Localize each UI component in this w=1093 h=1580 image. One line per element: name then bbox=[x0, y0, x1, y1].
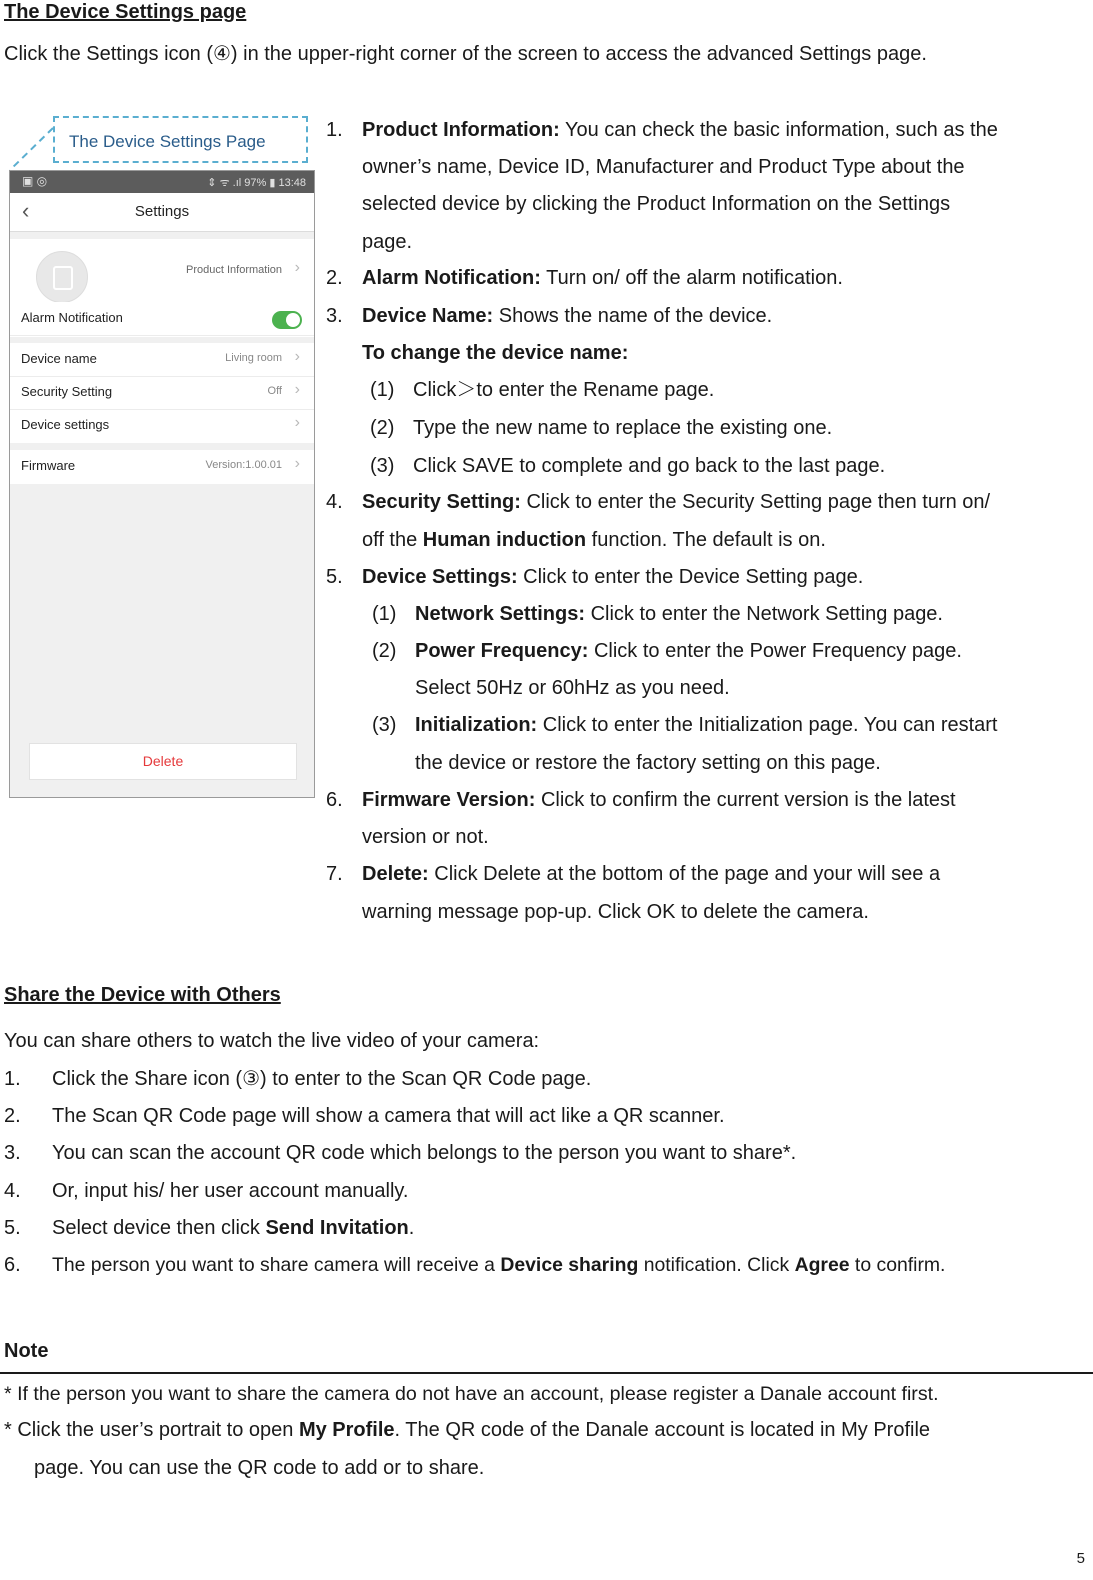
list-item-line: page. bbox=[362, 231, 413, 253]
item-text: Click to enter the Device Setting page. bbox=[517, 566, 864, 588]
list-number: 4. bbox=[4, 1180, 21, 1202]
section-heading-device-settings: The Device Settings page bbox=[4, 1, 247, 23]
step-number: (3) bbox=[372, 714, 397, 736]
item-title: Firmware Version: bbox=[362, 789, 536, 811]
list-number: 2. bbox=[4, 1105, 21, 1127]
row-device-settings[interactable] bbox=[10, 409, 314, 442]
item-title: Device Settings: bbox=[362, 566, 518, 588]
list-item-line bbox=[362, 528, 826, 552]
item-text: Click to confirm the current version is the latest bbox=[535, 789, 956, 811]
text-span: Select device then click bbox=[52, 1217, 266, 1239]
list-item-device-settings bbox=[362, 565, 863, 589]
rename-step: Click＞to enter the Rename page. bbox=[413, 379, 715, 401]
row-value: Living room bbox=[225, 352, 282, 364]
list-number: 5. bbox=[4, 1217, 21, 1239]
list-number: 6. bbox=[326, 789, 343, 811]
delete-button[interactable]: Delete bbox=[29, 743, 297, 780]
list-number: 3. bbox=[4, 1142, 21, 1164]
item-title: Power Frequency: bbox=[415, 640, 589, 662]
note-line: page. You can use the QR code to add or to share. bbox=[34, 1457, 485, 1479]
sub-item-network bbox=[415, 602, 943, 626]
sub-item-power bbox=[415, 639, 962, 663]
step-number: (3) bbox=[370, 455, 395, 477]
section-heading-share: Share the Device with Others bbox=[4, 984, 281, 1006]
list-item-delete bbox=[362, 862, 940, 886]
row-label: Security Setting bbox=[21, 384, 113, 399]
callout-connector bbox=[8, 126, 56, 172]
text-span: notification. Click bbox=[638, 1254, 795, 1276]
row-alarm-notification[interactable] bbox=[10, 302, 314, 336]
item-title: Delete: bbox=[362, 863, 429, 885]
list-item-security bbox=[362, 490, 990, 514]
step-number: (2) bbox=[370, 417, 395, 439]
share-step bbox=[52, 1216, 414, 1240]
list-item-line: the device or restore the factory setting on this page. bbox=[415, 752, 881, 774]
list-number: 6. bbox=[4, 1254, 21, 1276]
list-number: 2. bbox=[326, 267, 343, 289]
step-number: (2) bbox=[372, 640, 397, 662]
sub-item-initialization bbox=[415, 713, 998, 737]
back-chevron-icon[interactable]: ‹ bbox=[22, 198, 30, 223]
text-span: . bbox=[408, 1217, 415, 1239]
list-item-device-name bbox=[362, 304, 772, 328]
text-span: . The QR code of the Danale account is located in My Profile bbox=[394, 1419, 931, 1441]
text-span-bold: Device sharing bbox=[500, 1254, 639, 1276]
step-number: (1) bbox=[370, 379, 395, 401]
chevron-right-icon: › bbox=[294, 381, 300, 398]
text-span: to confirm. bbox=[849, 1254, 946, 1276]
settings-title: Settings bbox=[134, 203, 190, 220]
note-divider bbox=[0, 1372, 1093, 1374]
list-item-line: Select 50Hz or 60hHz as you need. bbox=[415, 677, 730, 699]
share-step: Click the Share icon (③) to enter to the Scan QR Code page. bbox=[52, 1068, 592, 1090]
item-title: Device Name: bbox=[362, 305, 494, 327]
text-span: * Click the user’s portrait to open bbox=[4, 1419, 299, 1441]
list-item-line: version or not. bbox=[362, 826, 489, 848]
share-step: The Scan QR Code page will show a camera that will act like a QR scanner. bbox=[52, 1105, 725, 1127]
chevron-right-icon: › bbox=[294, 455, 300, 472]
text-span: The person you want to share camera will receive a bbox=[52, 1254, 501, 1276]
product-info-row[interactable] bbox=[10, 239, 314, 311]
item-title: Security Setting: bbox=[362, 491, 521, 513]
settings-navbar bbox=[10, 193, 314, 232]
row-label: Alarm Notification bbox=[21, 310, 123, 325]
chevron-right-icon: › bbox=[294, 414, 300, 431]
text-span-bold: Agree bbox=[794, 1254, 850, 1276]
list-number: 4. bbox=[326, 491, 343, 513]
list-item-firmware bbox=[362, 788, 956, 812]
status-bar bbox=[10, 171, 314, 193]
note-line bbox=[4, 1418, 930, 1442]
rename-heading: To change the device name: bbox=[362, 342, 629, 364]
list-number: 5. bbox=[326, 566, 343, 588]
share-step bbox=[52, 1253, 945, 1277]
list-item-line: owner’s name, Device ID, Manufacturer and Product Type about the bbox=[362, 156, 965, 178]
list-number: 3. bbox=[326, 305, 343, 327]
list-item-line: selected device by clicking the Product Information on the Settings bbox=[362, 193, 951, 215]
intro-paragraph: Click the Settings icon (④) in the upper-right corner of the screen to access the advanced Settings page. bbox=[4, 43, 927, 65]
item-text: You can check the basic information, such as the bbox=[559, 119, 998, 141]
row-value: Off bbox=[267, 385, 282, 397]
list-number: 7. bbox=[326, 863, 343, 885]
item-title: Product Information: bbox=[362, 119, 560, 141]
item-text: Click to enter the Power Frequency page. bbox=[588, 640, 962, 662]
share-step: Or, input his/ her user account manually. bbox=[52, 1180, 409, 1202]
page-number: 5 bbox=[1076, 1550, 1085, 1567]
note-line: * If the person you want to share the camera do not have an account, please register a Danale account first. bbox=[4, 1383, 939, 1405]
note-heading: Note bbox=[4, 1340, 49, 1362]
text-span: function. The default is on. bbox=[586, 529, 826, 551]
row-firmware[interactable] bbox=[10, 450, 314, 483]
rename-step: Click SAVE to complete and go back to the last page. bbox=[413, 455, 886, 477]
item-title: Alarm Notification: bbox=[362, 267, 541, 289]
list-item-alarm bbox=[362, 266, 843, 290]
status-icons-right: ⇕ ᯤ .ıl 97% ▮ 13:48 bbox=[207, 177, 306, 189]
alarm-toggle[interactable] bbox=[272, 311, 302, 329]
item-text: Click to enter the Network Setting page. bbox=[585, 603, 943, 625]
share-intro: You can share others to watch the live video of your camera: bbox=[4, 1030, 540, 1052]
device-avatar[interactable] bbox=[36, 251, 88, 303]
row-value: Version:1.00.01 bbox=[205, 459, 282, 471]
step-number: (1) bbox=[372, 603, 397, 625]
row-label: Firmware bbox=[21, 458, 76, 473]
toggle-knob bbox=[286, 313, 300, 327]
text-span-bold: My Profile bbox=[298, 1419, 395, 1441]
item-text: Click to enter the Initialization page. You can restart bbox=[537, 714, 998, 736]
item-title: Network Settings: bbox=[415, 603, 586, 625]
chevron-right-icon: › bbox=[294, 259, 300, 276]
phone-screenshot bbox=[9, 170, 315, 798]
text-span-bold: Human induction bbox=[422, 529, 587, 551]
callout-label: The Device Settings Page bbox=[69, 132, 266, 151]
row-label: Device settings bbox=[21, 417, 110, 432]
callout-box bbox=[53, 116, 308, 163]
list-number: 1. bbox=[4, 1068, 21, 1090]
item-text: Click Delete at the bottom of the page and your will see a bbox=[428, 863, 941, 885]
item-text: Shows the name of the device. bbox=[493, 305, 773, 327]
status-icons-left: ▣ ◎ bbox=[22, 174, 48, 188]
item-title: Initialization: bbox=[415, 714, 538, 736]
row-label: Device name bbox=[21, 351, 97, 366]
row-security-setting[interactable] bbox=[10, 376, 314, 410]
text-span: off the bbox=[362, 529, 423, 551]
list-item-product-info bbox=[362, 118, 998, 142]
item-text: Turn on/ off the alarm notification. bbox=[540, 267, 843, 289]
row-device-name[interactable] bbox=[10, 343, 314, 377]
share-step: You can scan the account QR code which belongs to the person you want to share*. bbox=[52, 1142, 797, 1164]
list-item-line: warning message pop-up. Click OK to delete the camera. bbox=[362, 901, 869, 923]
device-icon bbox=[53, 266, 73, 290]
product-info-label: Product Information bbox=[186, 264, 282, 276]
list-number: 1. bbox=[326, 119, 343, 141]
item-text: Click to enter the Security Setting page then turn on/ bbox=[520, 491, 991, 513]
rename-step: Type the new name to replace the existing one. bbox=[413, 417, 833, 439]
text-span-bold: Send Invitation bbox=[265, 1217, 409, 1239]
chevron-right-icon: › bbox=[294, 348, 300, 365]
